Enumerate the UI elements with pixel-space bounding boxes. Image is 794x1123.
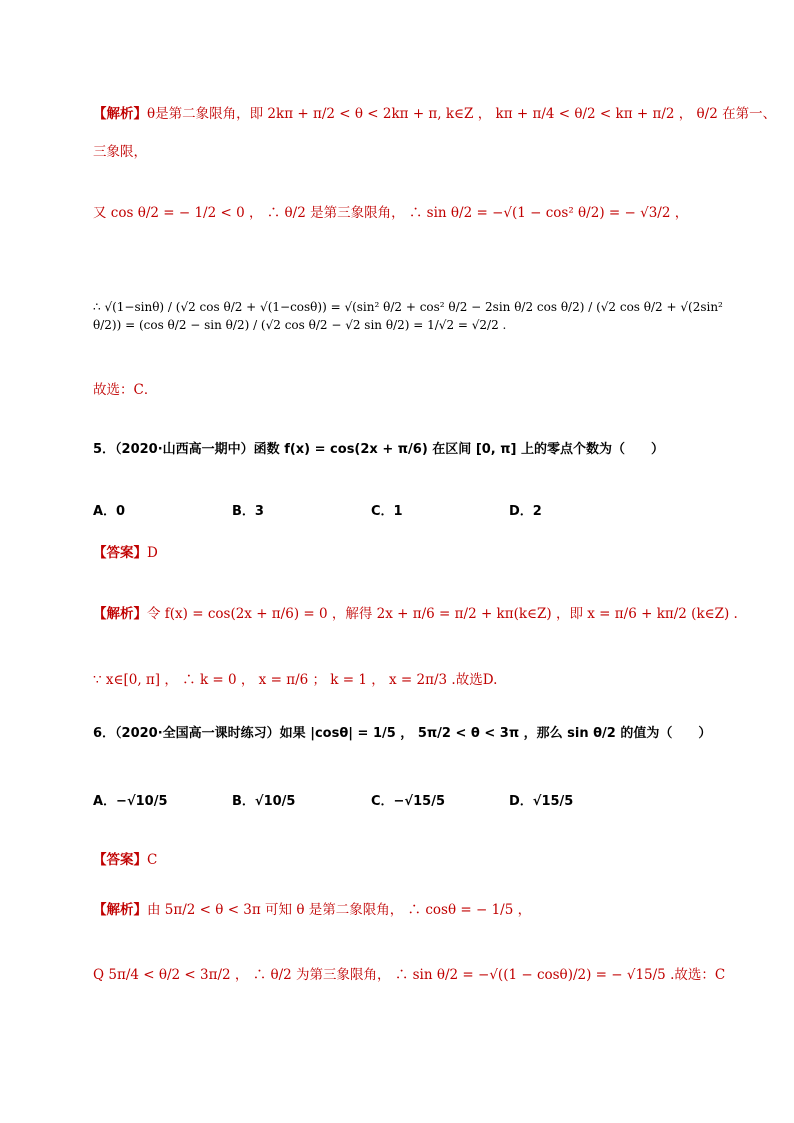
q6-option-b: B．√10/5	[232, 794, 296, 809]
sol4-line2: 又 cos θ/2 = − 1/2 < 0 ， ∴ θ/2 是第三象限角， ∴ sin θ/2 = −√(1 − cos² θ/2) = − √3/2 ，	[93, 205, 689, 221]
q5-option-c: C．1	[371, 504, 403, 519]
jiexi-tag-6: 【解析】	[93, 902, 147, 918]
q5-option-b: B．3	[232, 504, 264, 519]
q6-stem: 6．（2020·全国高一课时练习）如果 |cosθ| = 1/5 ， 5π/2 < θ < 3π ，那么 sin θ/2 的值为（ ）	[93, 726, 712, 741]
q6-option-a: A．−√10/5	[93, 794, 168, 809]
q5-sol-line1	[93, 604, 738, 624]
daan-tag-5: 【答案】	[93, 545, 147, 561]
daan-tag-6: 【答案】	[93, 852, 147, 868]
q5-option-a: A．0	[93, 504, 126, 519]
q6-sol-line2: Q 5π/4 < θ/2 < 3π/2 ， ∴ θ/2 为第三象限角， ∴ sin θ/2 = −√((1 − cosθ)/2) = − √15/5 .故选：C	[93, 967, 726, 983]
q5-option-d: D．2	[509, 504, 542, 519]
sol4-line3: ∴ √(1−sinθ) / (√2 cos θ/2 + √(1−cosθ)) = √(sin² θ/2 + cos² θ/2 − 2sin θ/2 cos θ/2) / (√2 cos θ/2 + √(2sin² θ/2)) = (cos θ/2 − sin θ/2) / (√2 cos θ/2 − √2 sin θ/2) = 1/√2 = √2/2 .	[93, 300, 723, 332]
q5-sol-line2: ∵ x∈[0, π] ， ∴ k = 0 ， x = π/6 ； k = 1 ， x = 2π/3 .故选D.	[93, 672, 498, 688]
sol4-text-1: θ是第二象限角，即 2kπ + π/2 < θ < 2kπ + π, k∈Z ， kπ + π/4 < θ/2 < kπ + π/2 ， θ/2 在第一、	[147, 106, 777, 122]
q6-answer-value: C	[147, 852, 158, 868]
jiexi-tag-5: 【解析】	[93, 606, 147, 622]
q5-answer-value: D	[147, 545, 158, 561]
q6-option-d: D．√15/5	[509, 794, 574, 809]
q5-stem: 5．（2020·山西高一期中）函数 f(x) = cos(2x + π/6) 在区间 [0, π] 上的零点个数为（ ）	[93, 442, 665, 457]
sol4-line1b: 三象限，	[93, 144, 147, 160]
q6-option-c: C．−√15/5	[371, 794, 445, 809]
jiexi-tag: 【解析】	[93, 106, 147, 122]
sol4-line4: 故选：C．	[93, 382, 158, 398]
q6-answer	[93, 850, 734, 870]
sol4-line1	[93, 104, 777, 124]
q5-sol-text-1: 令 f(x) = cos(2x + π/6) = 0 ，解得 2x + π/6 = π/2 + kπ(k∈Z) ，即 x = π/6 + kπ/2 (k∈Z) .	[147, 606, 738, 622]
q6-sol-line1	[93, 900, 734, 920]
q6-sol-text-1: 由 5π/2 < θ < 3π 可知 θ 是第二象限角， ∴ cosθ = − 1/5 ，	[147, 902, 532, 918]
q5-answer	[93, 543, 734, 563]
